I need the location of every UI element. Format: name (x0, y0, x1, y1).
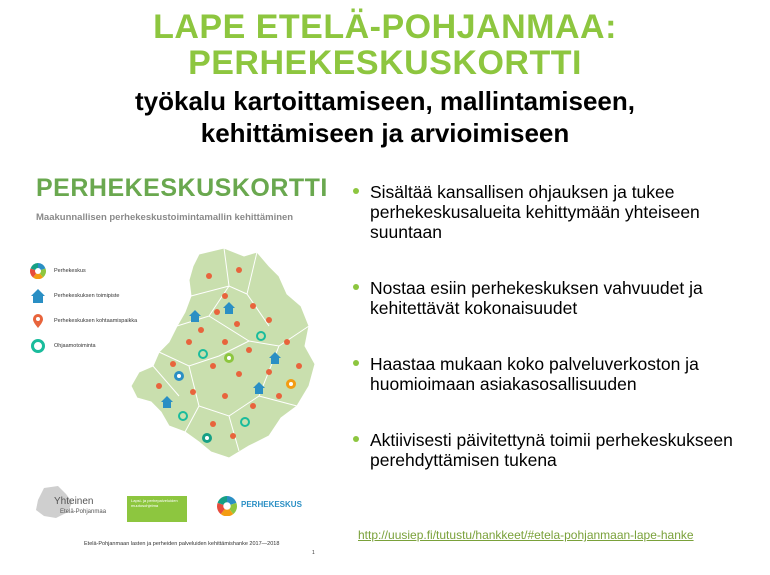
bullet-dot-icon (353, 188, 359, 194)
ring-icon (30, 338, 46, 354)
logo-subtext: Etelä-Pohjanmaa (60, 509, 107, 515)
legend-item-perhekeskus (30, 258, 137, 283)
perhekeskus-logo (217, 496, 302, 521)
card-title: PERHEKESKUSKORTTI (36, 174, 328, 202)
title-line-2: PERHEKESKUSKORTTI (188, 44, 582, 82)
house-icon (30, 288, 46, 304)
bullet-dot-icon (353, 436, 359, 442)
region-map-shape (131, 248, 315, 458)
legend-item-kohtaamispaikka (30, 308, 137, 333)
card-subtitle: Maakunnallisen perhekeskustoimintamallin kehittäminen (36, 212, 294, 223)
bullet-dot-icon (353, 360, 359, 366)
map-legend (30, 258, 137, 358)
card-footer: Etelä-Pohjanmaan lasten ja perheiden palveluiden kehittämishanke 2017—2018 (84, 541, 280, 547)
bullet-item (352, 182, 757, 242)
bullet-item (352, 354, 757, 394)
legend-item-toimipiste (30, 283, 137, 308)
title-line-1: LAPE ETELÄ-POHJANMAA: (153, 8, 617, 46)
logo-text: Yhteinen (54, 496, 94, 507)
legend-label: Perhekeskuksen kohtaamispaikka (54, 317, 138, 324)
bullet-item (352, 430, 757, 470)
yhteinen-etela-pohjanmaa-logo (34, 486, 107, 525)
perhekeskus-icon (217, 496, 237, 516)
region-map (129, 246, 324, 461)
bullet-text: Haastaa mukaan koko palveluverkoston ja huomioimaan asiakasosallisuuden (370, 354, 699, 394)
bullet-text: Nostaa esiin perhekeskuksen vahvuudet ja kehitettävät kokonaisuudet (370, 278, 703, 318)
perhekeskuskortti-card-image (24, 166, 328, 566)
bullet-list (352, 178, 757, 470)
card-page-number: 1 (312, 550, 315, 556)
bullet-item (352, 278, 757, 318)
subtitle-line-1: työkalu kartoittamiseen, mallintamiseen, (135, 86, 635, 116)
legend-label: Perhekeskuksen toimipiste (54, 292, 120, 299)
lape-logo: Lapsi- ja perhepalveluiden muutosohjelma (127, 496, 187, 522)
legend-item-ohjaamo (30, 333, 137, 358)
legend-label: Perhekeskus (54, 267, 86, 274)
map-pin-icon (30, 313, 46, 329)
bullet-text: Aktiivisesti päivitettynä toimii perhekeskukseen perehdyttämisen tukena (370, 430, 733, 470)
legend-label: Ohjaamotoiminta (54, 342, 96, 349)
logo-text: PERHEKESKUS (241, 500, 302, 509)
subtitle-line-2: kehittämiseen ja arvioimiseen (200, 118, 570, 148)
perhekeskus-icon (30, 263, 46, 279)
bullet-dot-icon (353, 284, 359, 290)
project-link[interactable]: http://uusiep.fi/tutustu/hankkeet/#etela-pohjanmaan-lape-hanke (358, 528, 694, 542)
bullet-text: Sisältää kansallisen ohjauksen ja tukee perhekeskusalueita kehittymään yhteiseen suuntaan (370, 182, 700, 242)
